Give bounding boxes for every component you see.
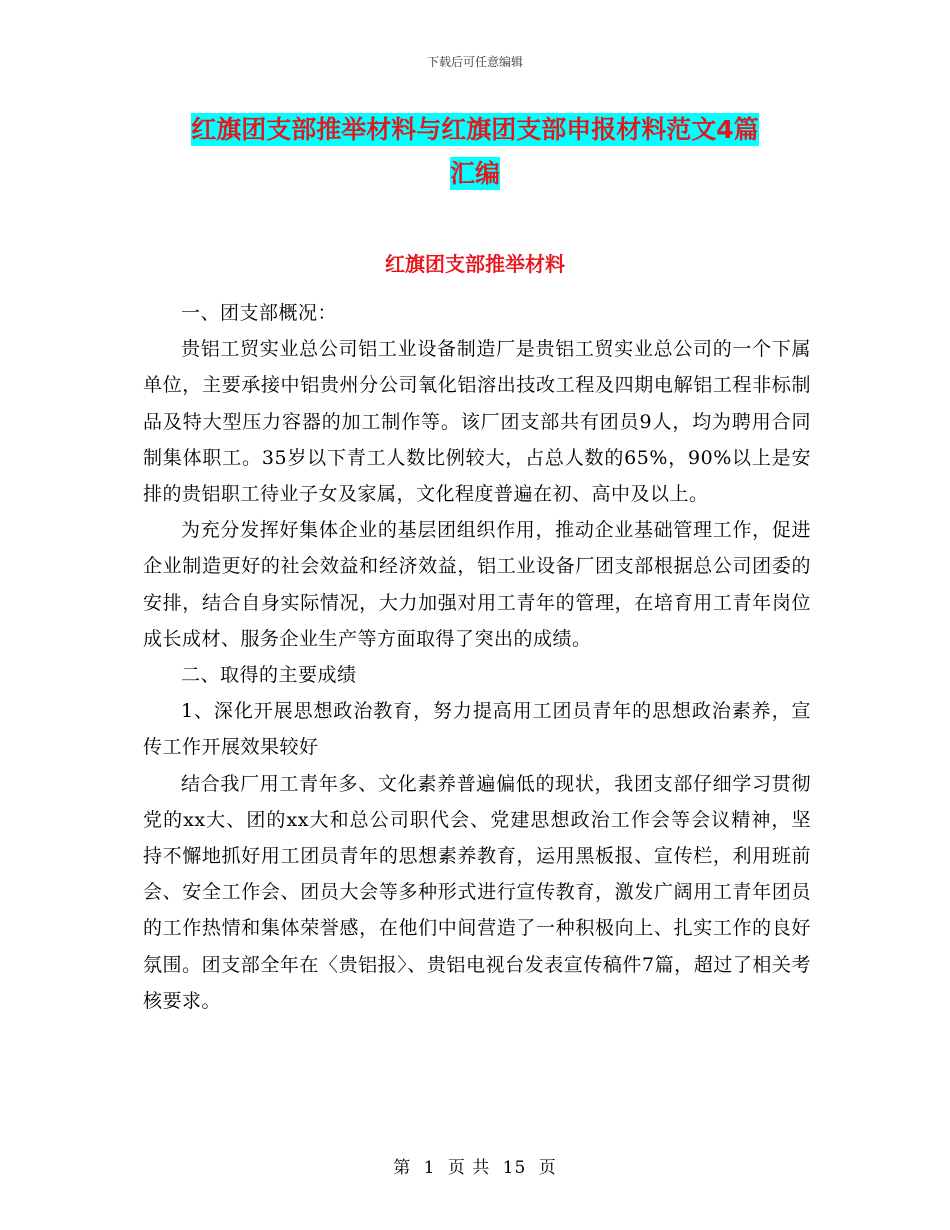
body-text bbox=[143, 295, 811, 1019]
footer-page-prefix: 第 bbox=[393, 1158, 412, 1178]
paragraph-point-1-heading: 1、深化开展思想政治教育，努力提高用工团员青年的思想政治素养，宣传工作开展效果较好 bbox=[143, 700, 811, 759]
document-title-line2: 汇编 bbox=[449, 159, 500, 188]
paragraph-overview-heading: 一、团支部概况： bbox=[181, 302, 338, 324]
header-note: 下载后可任意编辑 bbox=[426, 55, 523, 69]
paragraph-overview: 贵铝工贸实业总公司铝工业设备制造厂是贵铝工贸实业总公司的一个下属单位，主要承接中铝贵州分公司氧化铝溶出技改工程及四期电解铝工程非标制品及特大型压力容器的加工制作等。该厂团支部共有团员9人，均为聘用合同制集体职工。35岁以下青工人数比例较大，占总人数的65%，90%以上是安排的贵铝职工待业子女及家属，文化程度普遍在初、高中及以上。 bbox=[143, 338, 811, 506]
footer-page-total: 15 bbox=[502, 1158, 527, 1178]
footer-page-suffix: 页 bbox=[538, 1158, 557, 1178]
paragraph-achievements-heading: 二、取得的主要成绩 bbox=[181, 664, 357, 687]
paragraph-point-1-body: 结合我厂用工青年多、文化素养普遍偏低的现状，我团支部仔细学习贯彻党的xx大、团的xx大和总公司职代会、党建思想政治工作会等会议精神，坚持不懈地抓好用工团员青年的思想素养教育，运用黑板报、宣传栏，利用班前会、安全工作会、团员大会等多种形式进行宣传教育，激发广阔用工青年团员的工作热情和集体荣誉感，在他们中间营造了一种积极向上、扎实工作的良好氛围。团支部全年在〈贵铝报〉、贵铝电视台发表宣传稿件7篇，超过了相关考核要求。 bbox=[143, 772, 811, 1012]
footer-page-mid: 页 共 bbox=[447, 1158, 491, 1178]
document-title-line1: 红旗团支部推举材料与红旗团支部申报材料范文4篇 bbox=[191, 115, 759, 144]
section-title: 红旗团支部推举材料 bbox=[385, 252, 565, 276]
document-title bbox=[140, 108, 810, 196]
footer-page-current: 1 bbox=[423, 1158, 436, 1178]
paragraph-role: 为充分发挥好集体企业的基层团组织作用，推动企业基础管理工作，促进企业制造更好的社会效益和经济效益，铝工业设备厂团支部根据总公司团委的安排，结合自身实际情况，大力加强对用工青年的管理，在培育用工青年岗位成长成材、服务企业生产等方面取得了突出的成绩。 bbox=[143, 519, 811, 650]
page-footer bbox=[0, 1153, 950, 1178]
